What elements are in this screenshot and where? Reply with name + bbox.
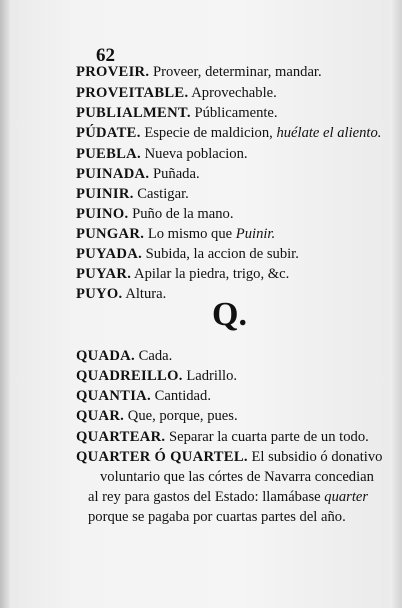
entry-definition: Públicamente. <box>190 105 278 121</box>
entry-definition: Subida, la accion de subir. <box>142 246 299 262</box>
entry-continuation-line <box>88 508 346 527</box>
entry-definition: Cada. <box>134 348 173 364</box>
dictionary-entry <box>76 448 382 467</box>
entry-headword: PUINO. <box>76 206 129 222</box>
entry-definition: Lo mismo que <box>144 226 236 242</box>
dictionary-entry <box>76 285 166 304</box>
entry-headword: PROVEIR. <box>76 64 150 80</box>
continuation-text: al rey para gastos del Estado: llamábase <box>88 489 325 505</box>
entry-headword: PUINADA. <box>76 166 150 182</box>
entry-definition: Cantidad. <box>150 388 211 404</box>
dictionary-entry <box>76 225 275 244</box>
dictionary-entry <box>76 407 238 426</box>
page-number: 62 <box>96 45 115 66</box>
entry-continuation-line <box>88 488 368 507</box>
entry-definition: Separar la cuarta parte de un todo. <box>165 429 369 445</box>
entry-definition: Ladrillo. <box>182 368 238 384</box>
entry-definition: Castigar. <box>133 186 189 202</box>
entry-headword: QUARTER Ó QUARTEL. <box>76 449 248 465</box>
dictionary-entry <box>76 245 299 264</box>
entry-definition: Nueva poblacion. <box>140 146 248 162</box>
continuation-italic-word: quarter <box>324 489 369 505</box>
dictionary-entry <box>76 124 381 143</box>
entry-headword: QUADREILLO. <box>76 368 183 384</box>
entry-headword: PUEBLA. <box>76 146 141 162</box>
dictionary-entry <box>76 347 172 366</box>
dictionary-entry <box>76 185 189 204</box>
entry-definition: Altura. <box>122 286 167 302</box>
page-left-edge <box>0 0 10 608</box>
entry-definition: Puñada. <box>149 166 200 182</box>
dictionary-entry <box>76 63 322 82</box>
dictionary-entry <box>76 367 237 386</box>
entry-definition: Que, porque, pues. <box>124 408 238 424</box>
dictionary-entry <box>76 265 289 284</box>
entry-headword: PÚDATE. <box>76 125 141 141</box>
entry-definition: Apilar la piedra, trigo, &c. <box>131 266 290 282</box>
entry-headword: QUADA. <box>76 348 135 364</box>
section-letter-heading: Q. <box>212 296 247 333</box>
entry-definition: Puño de la mano. <box>128 206 234 222</box>
entry-headword: PUYADA. <box>76 246 143 262</box>
entry-headword: PUNGAR. <box>76 226 145 242</box>
entry-headword: PUINIR. <box>76 186 134 202</box>
dictionary-entry <box>76 205 233 224</box>
entry-definition: Proveer, determinar, mandar. <box>149 64 322 80</box>
dictionary-entry <box>76 165 200 184</box>
entry-continuation-line <box>100 468 374 487</box>
entry-definition: Especie de maldicion, <box>140 125 277 141</box>
entry-definition: El subsidio ó donativo <box>247 449 383 465</box>
entry-headword: QUARTEAR. <box>76 429 166 445</box>
entry-italic-phrase: Puinir. <box>235 226 276 242</box>
entry-italic-phrase: huélate el aliento. <box>276 125 382 141</box>
continuation-text: voluntario que las córtes de Navarra concedian <box>100 469 374 485</box>
entry-headword: PUYO. <box>76 286 123 302</box>
continuation-text: porque se pagaba por cuartas partes del año. <box>88 509 346 525</box>
entry-headword: QUANTIA. <box>76 388 151 404</box>
entry-headword: PROVEITABLE. <box>76 85 189 101</box>
entry-headword: QUAR. <box>76 408 125 424</box>
entry-headword: PUBLIALMENT. <box>76 105 191 121</box>
page-right-edge <box>390 0 402 608</box>
dictionary-entry <box>76 428 369 447</box>
entry-headword: PUYAR. <box>76 266 132 282</box>
entry-definition: Aprovechable. <box>188 85 277 101</box>
dictionary-entry <box>76 104 278 123</box>
dictionary-entry <box>76 84 277 103</box>
dictionary-entry <box>76 145 248 164</box>
dictionary-entry <box>76 387 211 406</box>
